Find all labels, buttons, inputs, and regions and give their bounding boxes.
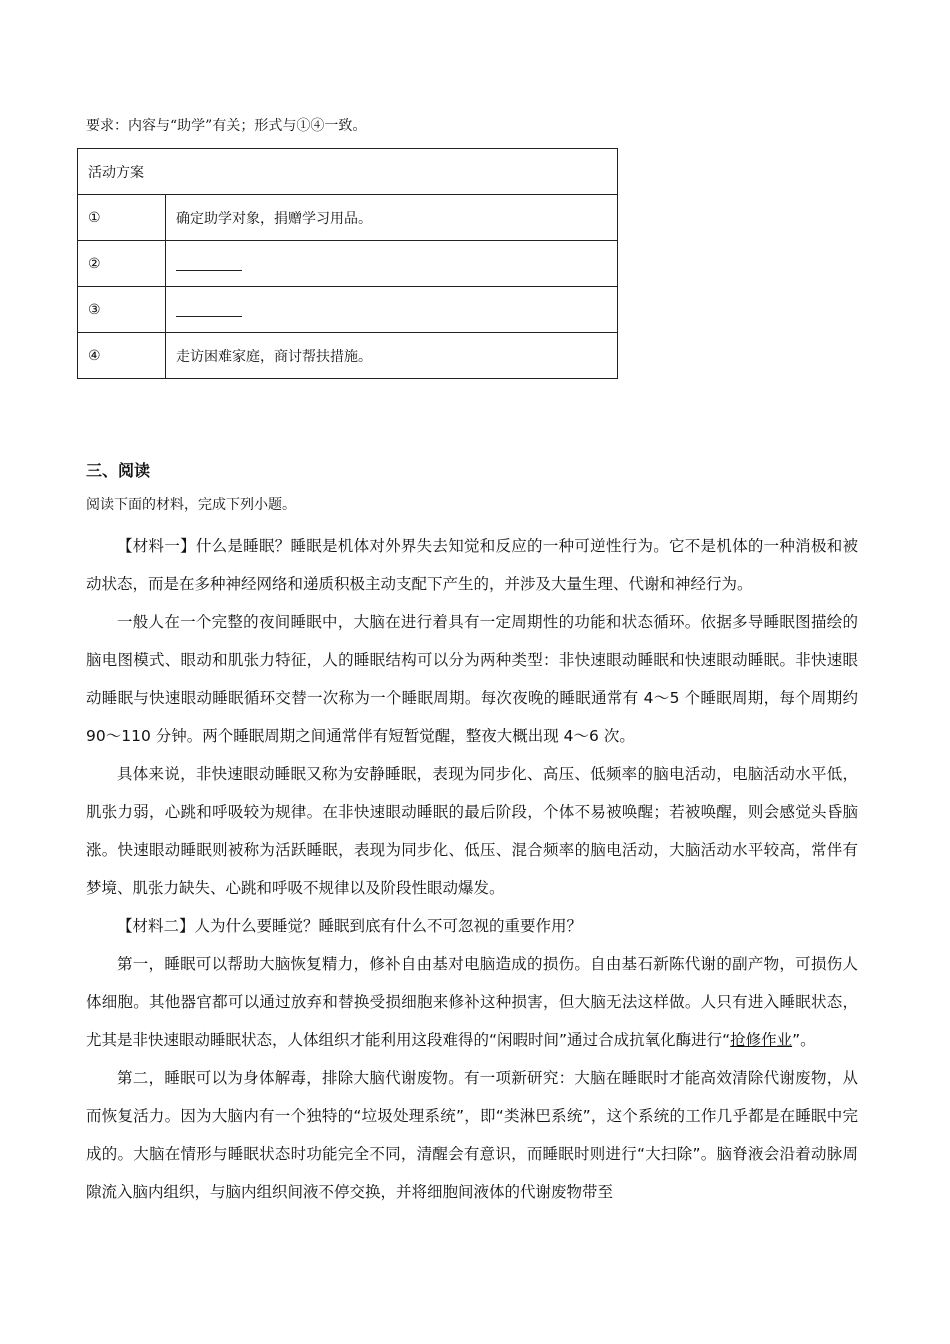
row-content-blank[interactable]	[166, 287, 618, 333]
activity-plan-table	[77, 148, 618, 379]
row-number: ③	[78, 287, 166, 333]
table-row	[78, 287, 618, 333]
paragraph-end: ”。	[792, 1031, 816, 1049]
table-row	[78, 333, 618, 379]
row-content: 走访困难家庭，商讨帮扶措施。	[166, 333, 618, 379]
table-row	[78, 195, 618, 241]
paragraph: 【材料一】什么是睡眠？睡眠是机体对外界失去知觉和反应的一种可逆性行为。它不是机体的一种消极和被动状态，而是在多种神经网络和递质积极主动支配下产生的，并涉及大量生理、代谢和神经行为。	[86, 537, 858, 593]
answer-blank[interactable]	[176, 256, 242, 271]
table-header-row	[78, 149, 618, 195]
row-number: ①	[78, 195, 166, 241]
row-number: ②	[78, 241, 166, 287]
reading-article	[86, 527, 858, 1211]
section-title: 三、阅读	[86, 461, 151, 480]
paragraph: 第二，睡眠可以为身体解毒，排除大脑代谢废物。有一项新研究：大脑在睡眠时才能高效清除代谢废物，从而恢复活力。因为大脑内有一个独特的“垃圾处理系统”，即“类淋巴系统”，这个系统的工作几乎都是在睡眠中完成的。大脑在情形与睡眠状态时功能完全不同，清醒会有意识，而睡眠时则进行“大扫除”。脑脊液会沿着动脉周隙流入脑内组织，与脑内组织间液不停交换，并将细胞间液体的代谢废物带至	[86, 1069, 858, 1201]
paragraph: 具体来说，非快速眼动睡眠又称为安静睡眠，表现为同步化、高压、低频率的脑电活动，电脑活动水平低，肌张力弱，心跳和呼吸较为规律。在非快速眼动睡眠的最后阶段，个体不易被唤醒；若被唤醒，则会感觉头昏脑涨。快速眼动睡眠则被称为活跃睡眠，表现为同步化、低压、混合频率的脑电活动，大脑活动水平较高，常伴有梦境、肌张力缺失、心跳和呼吸不规律以及阶段性眼动爆发。	[86, 765, 858, 897]
requirement-text: 要求：内容与“助学”有关；形式与①④一致。	[86, 118, 367, 134]
row-number: ④	[78, 333, 166, 379]
table-row	[78, 241, 618, 287]
table-header: 活动方案	[78, 149, 618, 195]
row-content: 确定助学对象，捐赠学习用品。	[166, 195, 618, 241]
paragraph: 【材料二】人为什么要睡觉？睡眠到底有什么不可忽视的重要作用？	[117, 917, 583, 935]
paragraph-text: 第一，睡眠可以帮助大脑恢复精力，修补自由基对电脑造成的损伤。自由基石新陈代谢的副产物，可损伤人体细胞。其他器官都可以通过放弃和替换受损细胞来修补这种损害，但大脑无法这样做。人只有进入睡眠状态，尤其是非快速眼动睡眠状态，人体组织才能利用这段难得的“闲暇时间”通过合成抗氧化酶进行“	[86, 955, 858, 1049]
paragraph: 一般人在一个完整的夜间睡眠中，大脑在进行着具有一定周期性的功能和状态循环。依据多导睡眠图描绘的脑电图模式、眼动和肌张力特征，人的睡眠结构可以分为两种类型：非快速眼动睡眠和快速眼动睡眠。非快速眼动睡眠与快速眼动睡眠循环交替一次称为一个睡眠周期。每次夜晚的睡眠通常有 4～5 个睡眠周期，每个周期约 90～110 分钟。两个睡眠周期之间通常伴有短暂觉醒，整夜大概出现 4～6 次。	[86, 613, 858, 745]
section-intro: 阅读下面的材料，完成下列小题。	[86, 497, 296, 513]
row-content-blank[interactable]	[166, 241, 618, 287]
paragraph	[86, 945, 858, 1059]
answer-blank[interactable]	[176, 302, 242, 317]
underlined-term: 抢修作业	[730, 1031, 793, 1049]
